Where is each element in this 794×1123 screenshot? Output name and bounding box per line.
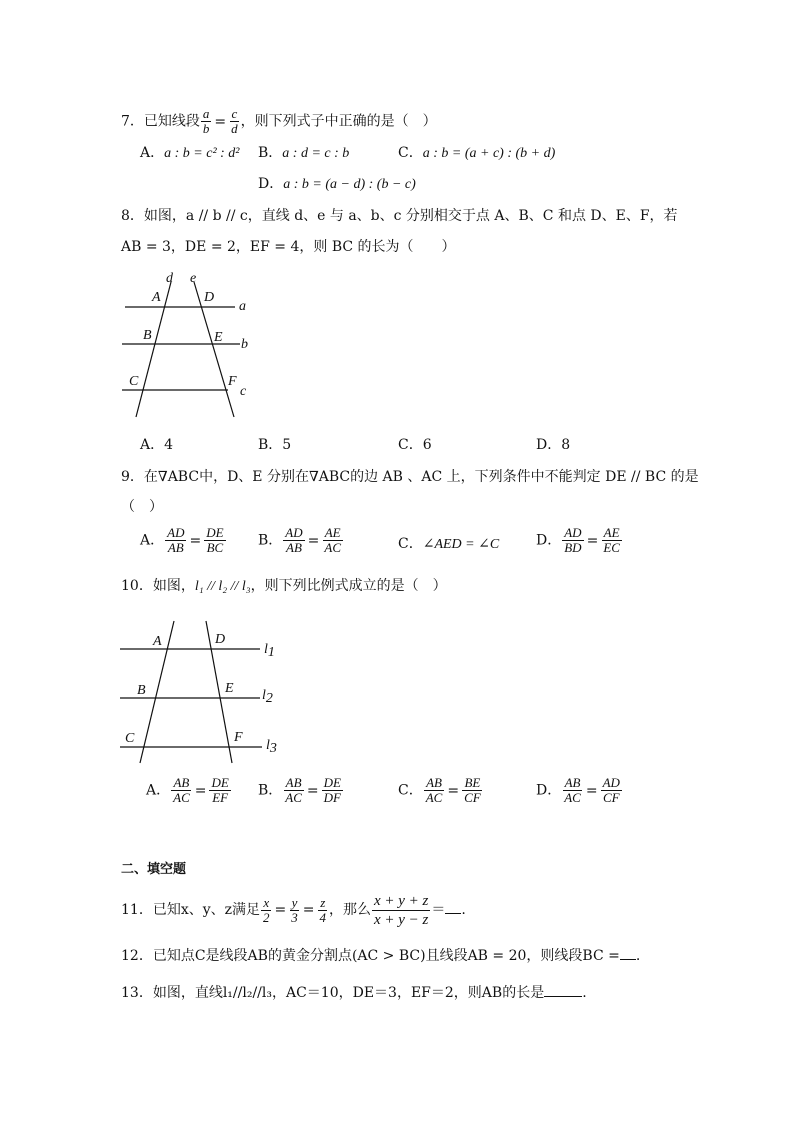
q10-point-d: D <box>215 632 226 647</box>
q7-stem: 7．已知线段 $\frac{a}{b}$ = $\frac{c}{d}$ ，则下列式子中正确的是（ ） <box>121 106 437 136</box>
q8-point-b: B <box>143 328 152 343</box>
q8-option-b[interactable]: B．5 <box>258 437 292 453</box>
q8-line-label-b: b <box>241 337 248 352</box>
q10-point-a: A <box>153 634 162 649</box>
q10-option-c[interactable]: C． $\frac{AB}{AC}$ = $\frac{BE}{CF}$ <box>398 775 481 805</box>
q8-point-f: F <box>228 374 237 389</box>
q8-figure <box>110 265 270 425</box>
q9-option-a[interactable]: A． $\frac{AD}{AB}$ = $\frac{DE}{BC}$ <box>140 525 224 555</box>
q10-line-label-l1: l1 <box>264 642 275 660</box>
q8-option-d[interactable]: D．8 <box>536 437 571 453</box>
q8-point-e: E <box>214 330 223 345</box>
q8-option-a[interactable]: A．4 <box>140 437 174 453</box>
q8-point-d: D <box>204 290 215 305</box>
q11-big-fraction: $\frac{x + y + z}{x + y - z}$ <box>373 892 429 928</box>
q10-point-e: E <box>225 681 234 696</box>
q10-option-b[interactable]: B． $\frac{AB}{AC}$ = $\frac{DE}{DF}$ <box>258 775 341 805</box>
q9-stem-line2: （ ） <box>121 499 163 515</box>
q8-line-label-a: a <box>239 299 246 314</box>
q9-stem-line1: 9．在∇ABC中，D、E 分别在∇ABC的边 AB 、AC 上，下列条件中不能判定 DE // BC 的是 <box>121 469 699 485</box>
q8-stem-line1: 8．如图，a // b // c，直线 d、e 与 a、b、c 分别相交于点 A、B、C 和点 D、E、F，若 <box>121 208 678 224</box>
q9-option-b[interactable]: B． $\frac{AD}{AB}$ = $\frac{AE}{AC}$ <box>258 525 341 555</box>
q10-point-b: B <box>137 683 146 698</box>
q11-answer-blank[interactable] <box>445 901 461 914</box>
q8-option-c[interactable]: C．6 <box>398 437 432 453</box>
section-title-fill-in: 二、填空题 <box>121 862 187 877</box>
q8-label-d: d <box>166 271 173 286</box>
q10-line-label-l2: l2 <box>262 688 273 706</box>
q7-option-a[interactable]: A．a : b = c² : d² <box>140 145 240 161</box>
q10-figure <box>110 615 290 770</box>
q8-stem-line2: AB = 3，DE = 2，EF = 4，则 BC 的长为（ ） <box>121 239 456 255</box>
q7-option-b[interactable]: B．a : d = c : b <box>258 145 350 161</box>
q10-option-d[interactable]: D． $\frac{AB}{AC}$ = $\frac{AD}{CF}$ <box>536 775 620 805</box>
q11-stem: 11．已知x、y、z满足 $\frac{x}{2}$ = $\frac{y}{3}$ = $\frac{z}{4}$ ，那么 $\frac{x + y + z}{x + y - z}$ ＝ . <box>121 892 466 928</box>
q13-stem: 13．如图，直线l₁//l₂//l₃，AC＝10，DE＝3，EF＝2，则AB的长是 . <box>121 985 587 1001</box>
q8-label-e: e <box>190 271 197 286</box>
q9-option-c[interactable]: C．∠AED = ∠C <box>398 536 500 552</box>
q10-stem: 10．如图，l₁ // l₂ // l₃，则下列比例式成立的是（ ） <box>121 578 447 594</box>
q10-line-label-l3: l3 <box>266 738 277 756</box>
q7-number: 7． <box>121 113 144 130</box>
q7-option-d[interactable]: D．a : b = (a − d) : (b − c) <box>258 176 416 192</box>
q7-fraction-ab: $\frac{a}{b}$ <box>202 106 210 136</box>
q13-answer-blank[interactable] <box>544 984 582 997</box>
q10-point-f: F <box>234 730 243 745</box>
q8-line-label-c: c <box>240 384 247 399</box>
q10-point-c: C <box>125 731 135 746</box>
q10-option-a[interactable]: A． $\frac{AB}{AC}$ = $\frac{DE}{EF}$ <box>146 775 229 805</box>
q8-point-c: C <box>129 374 139 389</box>
q12-stem: 12．已知点C是线段AB的黄金分割点(AC > BC)且线段AB = 20，则线段BC = . <box>121 948 641 964</box>
q12-answer-blank[interactable] <box>620 947 636 960</box>
q7-option-c[interactable]: C．a : b = (a + c) : (b + d) <box>398 145 556 161</box>
q8-point-a: A <box>152 290 161 305</box>
q9-option-d[interactable]: D． $\frac{AD}{BD}$ = $\frac{AE}{EC}$ <box>536 525 620 555</box>
q7-fraction-cd: $\frac{c}{d}$ <box>231 106 238 136</box>
